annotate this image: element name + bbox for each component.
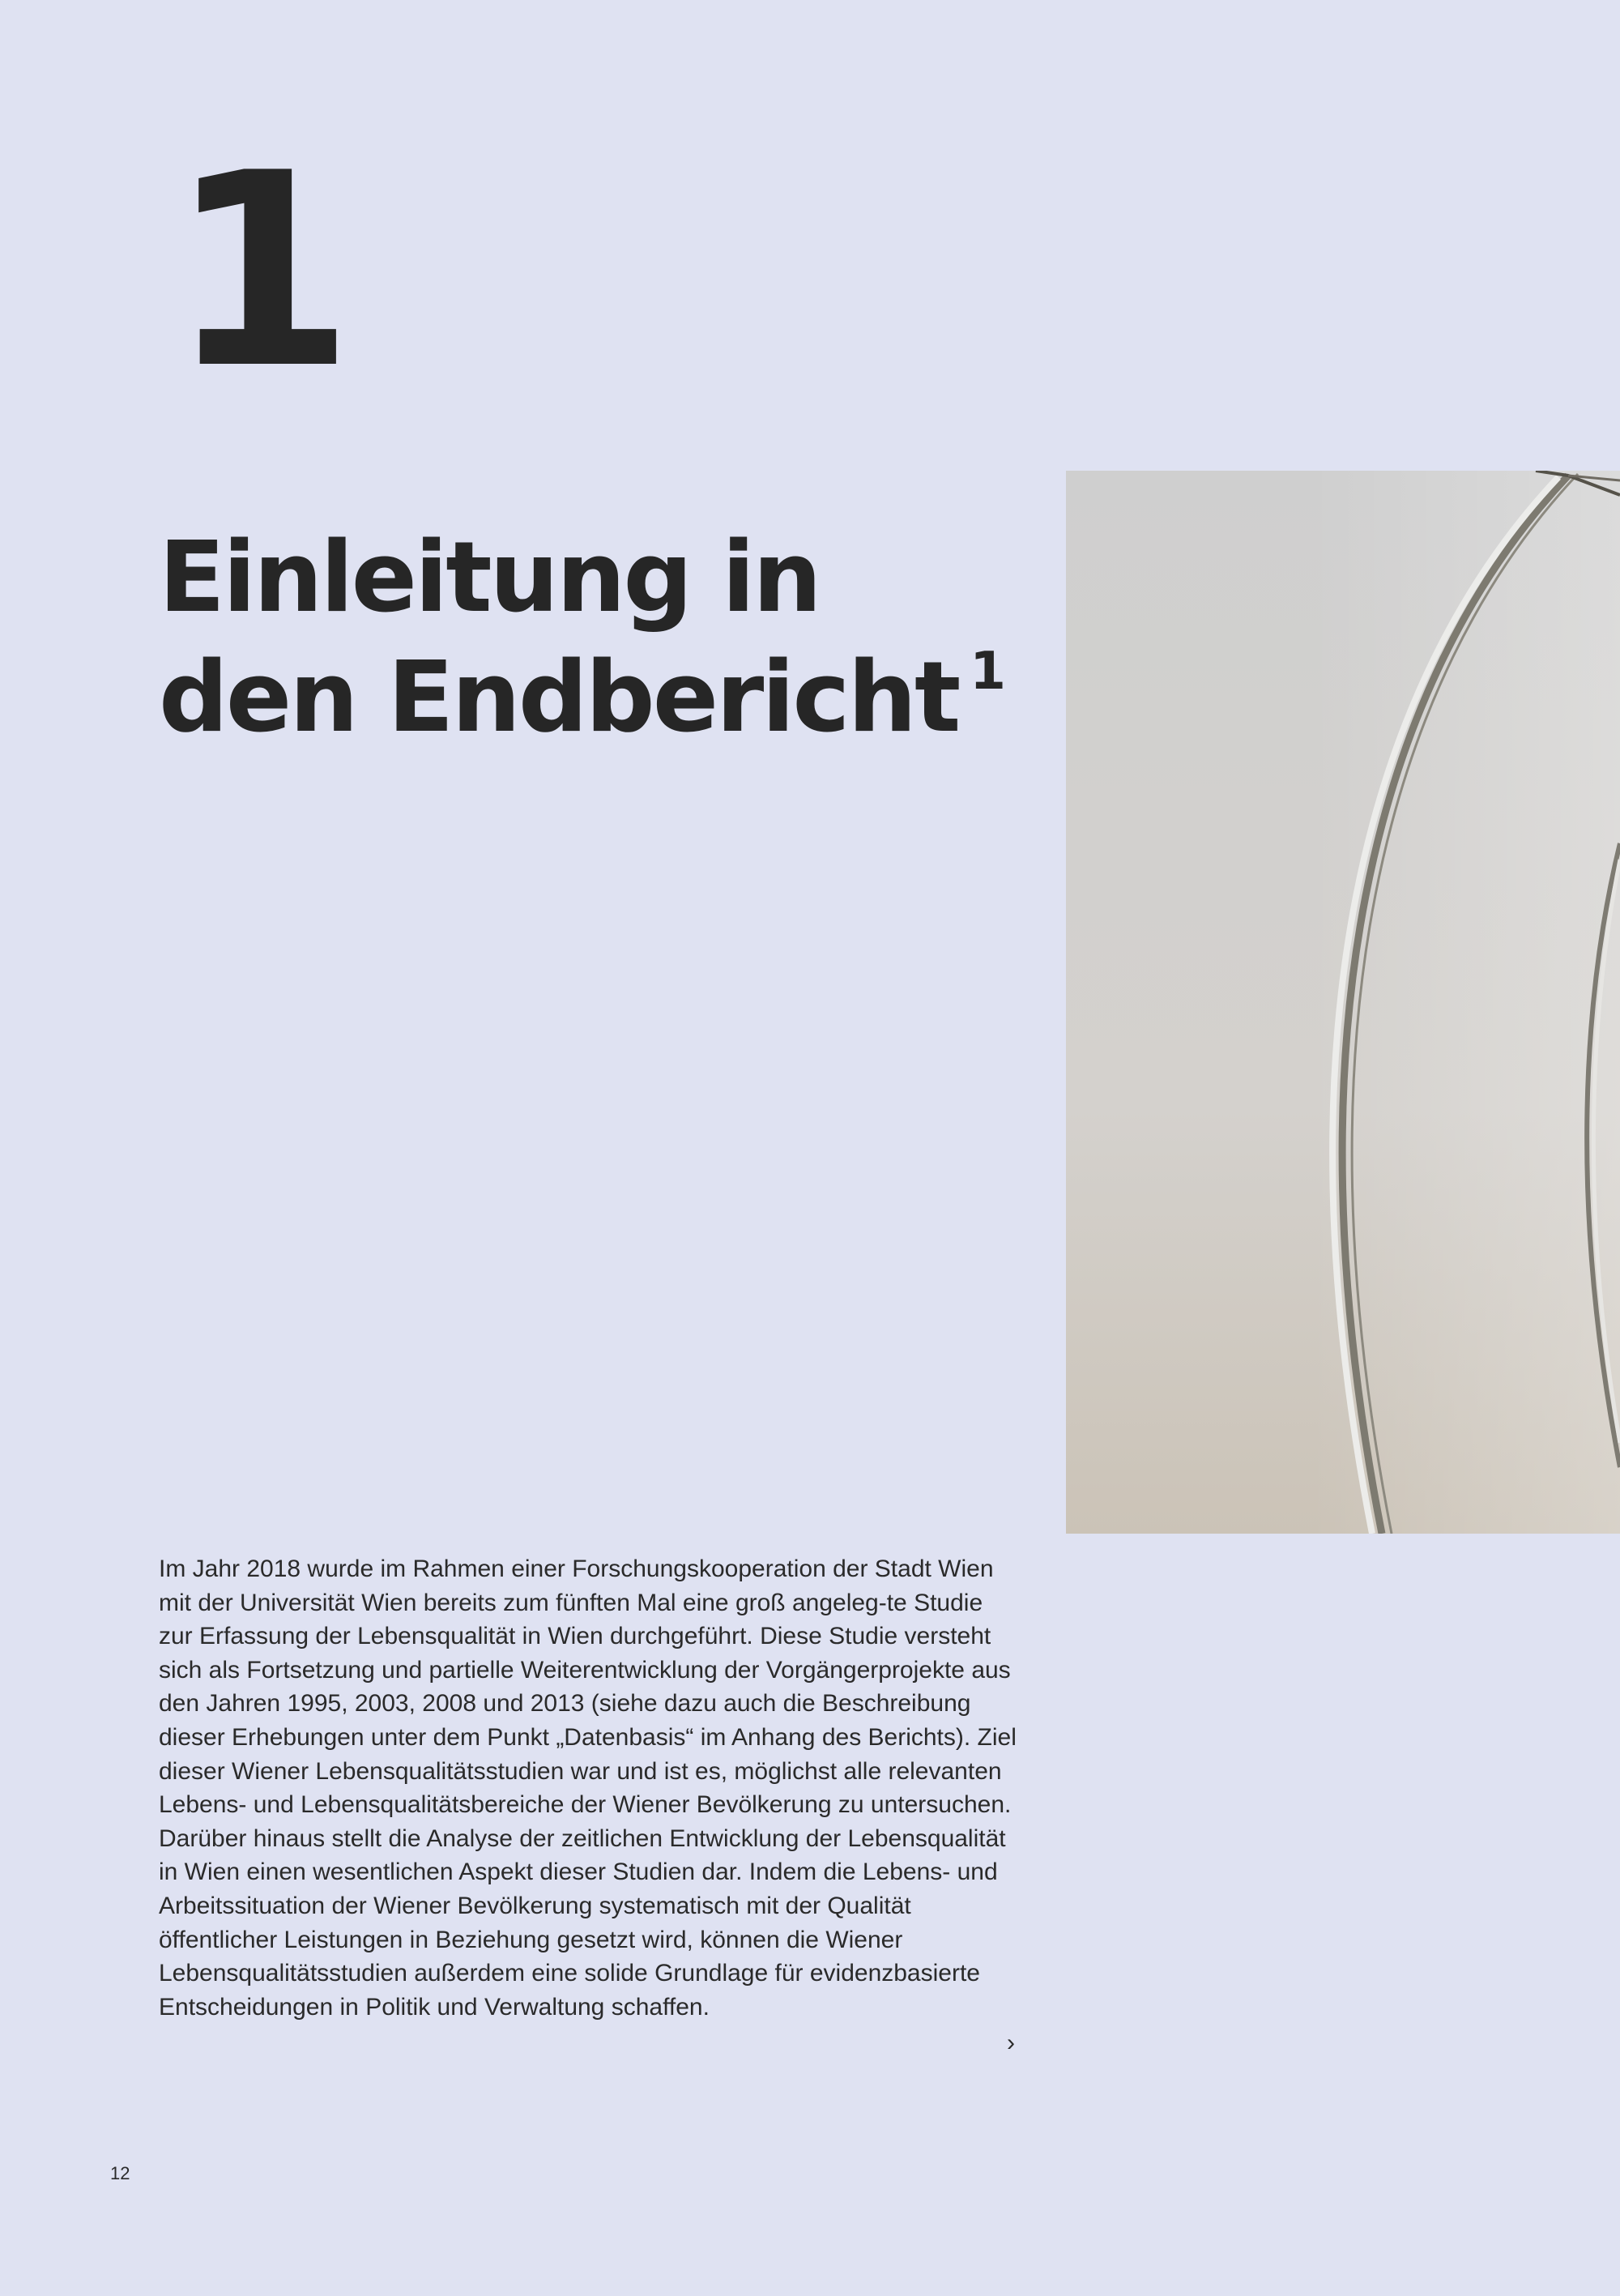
- intro-paragraph: Im Jahr 2018 wurde im Rahmen einer Forschungskooperation der Stadt Wien mit der Universität Wien bereits zum fünften Mal eine groß angeleg-te Studie zur Erfassung der Lebensqualität in Wien durchgeführt. Diese Studie versteht sich als Fortsetzung und partielle Weiterentwicklung der Vorgängerprojekte aus den Jahren 1995, 2003, 2008 und 2013 (siehe dazu auch die Beschreibung dieser Erhebungen unter dem Punkt „Datenbasis“ im Anhang des Berichts). Ziel dieser Wiener Lebensqualitätsstudien war und ist es, möglichst alle relevanten Lebens- und Lebensqualitätsbereiche der Wiener Bevölkerung zu untersuchen. Darüber hinaus stellt die Analyse der zeitlichen Entwicklung der Lebensqualität in Wien einen wesentlichen Aspekt dieser Studien dar. Indem die Lebens- und Arbeitssituation der Wiener Bevölkerung systematisch mit der Qualität öffentlicher Leistungen in Beziehung gesetzt wird, können die Wiener Lebensqualitätsstudien außerdem eine solide Grundlage für evidenzbasierte Entscheidungen in Politik und Verwaltung schaffen.: [159, 1556, 1017, 2021]
- chapter-title-line-1: Einleitung in: [159, 522, 820, 635]
- chapter-title-line-2-text: den Endbericht: [159, 642, 959, 755]
- footnote-marker: 1: [970, 642, 1006, 702]
- continue-arrow-icon: ›: [1007, 2029, 1015, 2056]
- chapter-title: [159, 519, 1050, 774]
- chapter-number: 1: [168, 116, 347, 427]
- page-number: 12: [110, 2163, 130, 2183]
- architecture-photo: [1066, 471, 1620, 1534]
- arch-photo-graphic: [1066, 471, 1620, 1534]
- chapter-title-line-2: [159, 638, 1050, 774]
